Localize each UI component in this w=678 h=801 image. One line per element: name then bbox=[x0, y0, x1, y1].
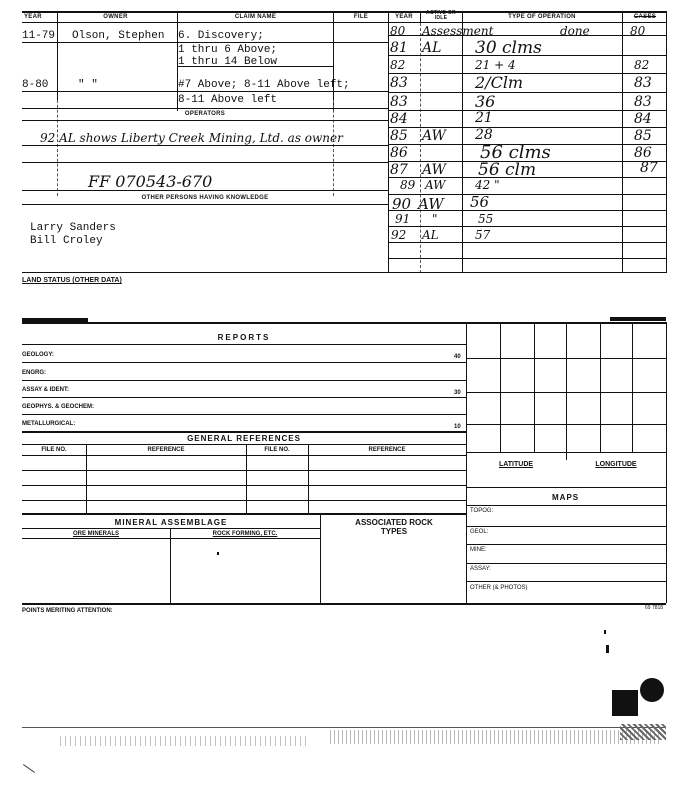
form-number: 69 7818 bbox=[645, 605, 664, 611]
status-year-84: 84 bbox=[390, 111, 408, 127]
report-metallurgical: METALLURGICAL: bbox=[22, 421, 76, 427]
status-type-83a: 2/Clm bbox=[475, 73, 524, 92]
status-type-87: 56 clm bbox=[478, 160, 537, 180]
status-year-87: 87 bbox=[390, 162, 408, 178]
gen-ref-reference-2: REFERENCE bbox=[368, 447, 406, 453]
status-year-83a: 83 bbox=[390, 75, 408, 91]
points-meriting-attention-label: POINTS MERITING ATTENTION: bbox=[22, 608, 113, 614]
status-type-86: 56 clms bbox=[480, 142, 551, 163]
operators-label: OPERATORS bbox=[184, 111, 226, 117]
status-active-89: AW bbox=[425, 178, 446, 192]
header-file: FILE bbox=[353, 14, 369, 20]
latitude-label: LATITUDE bbox=[498, 461, 534, 468]
other-person-1: Larry Sanders bbox=[30, 222, 116, 234]
header-cases: CASES bbox=[633, 14, 657, 20]
status-year-81: 81 bbox=[390, 40, 408, 56]
status-active-80: Assessment bbox=[422, 24, 494, 38]
status-type-83b: 36 bbox=[475, 92, 496, 111]
row4-year: 8-80 bbox=[22, 79, 49, 91]
handwritten-file-number: FF 070543-670 bbox=[88, 172, 213, 191]
status-type-82: 21 + 4 bbox=[475, 58, 516, 72]
header-owner: OWNER bbox=[103, 14, 128, 20]
reports-title: REPORTS bbox=[217, 333, 271, 342]
status-type-84: 21 bbox=[475, 110, 493, 126]
report-geophys: GEOPHYS. & GEOCHEM: bbox=[22, 404, 95, 410]
row5-claim: 8-11 Above left bbox=[178, 94, 278, 106]
status-count-83b: 83 bbox=[634, 94, 652, 110]
row3-claim: 1 thru 14 Below bbox=[178, 56, 278, 68]
status-count-80: 80 bbox=[630, 24, 646, 38]
maps-geol: GEOL: bbox=[470, 529, 489, 535]
maps-title: MAPS bbox=[552, 493, 580, 502]
row1-claim: 6. Discovery; bbox=[178, 30, 264, 42]
report-geology-num: 40 bbox=[454, 354, 461, 360]
header-type-of-operation: TYPE OF OPERATION bbox=[508, 14, 576, 20]
maps-mine: MINE: bbox=[470, 547, 487, 553]
maps-topog: TOPOG: bbox=[470, 508, 494, 514]
maps-assay: ASSAY: bbox=[470, 566, 491, 572]
status-year-89: 89 bbox=[400, 178, 416, 192]
status-year-90: 90 bbox=[392, 195, 412, 213]
status-year-85: 85 bbox=[390, 128, 408, 144]
status-year-92: 92 bbox=[391, 228, 407, 242]
report-engrg: ENGRG: bbox=[22, 370, 46, 376]
status-count-85: 85 bbox=[634, 128, 652, 144]
status-count-84: 84 bbox=[634, 111, 652, 127]
status-count-83a: 83 bbox=[634, 75, 652, 91]
row2-claim: 1 thru 6 Above; bbox=[178, 44, 278, 56]
status-count-87: 87 bbox=[640, 160, 658, 176]
status-count-82: 82 bbox=[634, 58, 650, 72]
handwritten-owner-note: 92 AL shows Liberty Creek Mining, Ltd. as owner bbox=[40, 131, 343, 145]
row4-claim: #7 Above; 8-11 Above left; bbox=[178, 79, 350, 91]
status-type-90: 56 bbox=[470, 193, 490, 211]
status-year-80: 80 bbox=[390, 24, 406, 38]
general-references-title: GENERAL REFERENCES bbox=[187, 434, 301, 443]
status-active-85: AW bbox=[422, 128, 446, 144]
gen-ref-file-no-1: FILE NO. bbox=[41, 447, 67, 453]
status-type-91: 55 bbox=[478, 212, 494, 226]
status-year-82: 82 bbox=[390, 58, 406, 72]
status-type-81: 30 clms bbox=[475, 38, 542, 58]
status-active-91: " bbox=[432, 212, 438, 226]
gen-ref-reference-1: REFERENCE bbox=[147, 447, 185, 453]
longitude-label: LONGITUDE bbox=[595, 461, 637, 468]
associated-rock-types: ASSOCIATED ROCK TYPES bbox=[355, 518, 433, 536]
status-type-80: done bbox=[560, 24, 590, 38]
header-year: YEAR bbox=[24, 14, 42, 20]
other-persons-label: OTHER PERSONS HAVING KNOWLEDGE bbox=[141, 195, 269, 201]
report-metallurgical-num: 10 bbox=[454, 424, 461, 430]
gen-ref-file-no-2: FILE NO. bbox=[264, 447, 290, 453]
other-person-2: Bill Croley bbox=[30, 235, 103, 247]
status-year-83b: 83 bbox=[390, 94, 408, 110]
status-type-85: 28 bbox=[475, 127, 493, 143]
report-assay: ASSAY & IDENT: bbox=[22, 387, 70, 393]
status-active-90: AW bbox=[418, 195, 444, 213]
status-active-81: AL bbox=[422, 40, 442, 56]
status-type-92: 57 bbox=[475, 228, 491, 242]
report-geology: GEOLOGY: bbox=[22, 352, 54, 358]
rock-forming-header: ROCK FORMING, ETC. bbox=[212, 531, 278, 537]
row1-year: 11-79 bbox=[22, 30, 56, 42]
row1-owner: Olson, Stephen bbox=[72, 30, 165, 42]
report-assay-num: 30 bbox=[454, 390, 461, 396]
maps-other: OTHER (& PHOTOS) bbox=[470, 585, 528, 591]
ore-minerals-header: ORE MINERALS bbox=[72, 531, 119, 537]
status-year-91: 91 bbox=[395, 212, 411, 226]
mineral-assemblage-title: MINERAL ASSEMBLAGE bbox=[114, 518, 228, 527]
land-status-label: LAND STATUS (OTHER DATA) bbox=[22, 277, 122, 284]
header-claim-name: CLAIM NAME bbox=[234, 14, 277, 20]
status-year-86: 86 bbox=[390, 145, 408, 161]
header-active-idle: ACTIVE OR IDLE bbox=[426, 10, 456, 21]
status-active-87: AW bbox=[422, 162, 446, 178]
status-count-86: 86 bbox=[634, 145, 652, 161]
header-year-2: YEAR bbox=[395, 14, 413, 20]
status-active-92: AL bbox=[422, 228, 439, 242]
status-type-89: 42 " bbox=[475, 178, 500, 192]
row4-owner: " " bbox=[78, 79, 98, 91]
